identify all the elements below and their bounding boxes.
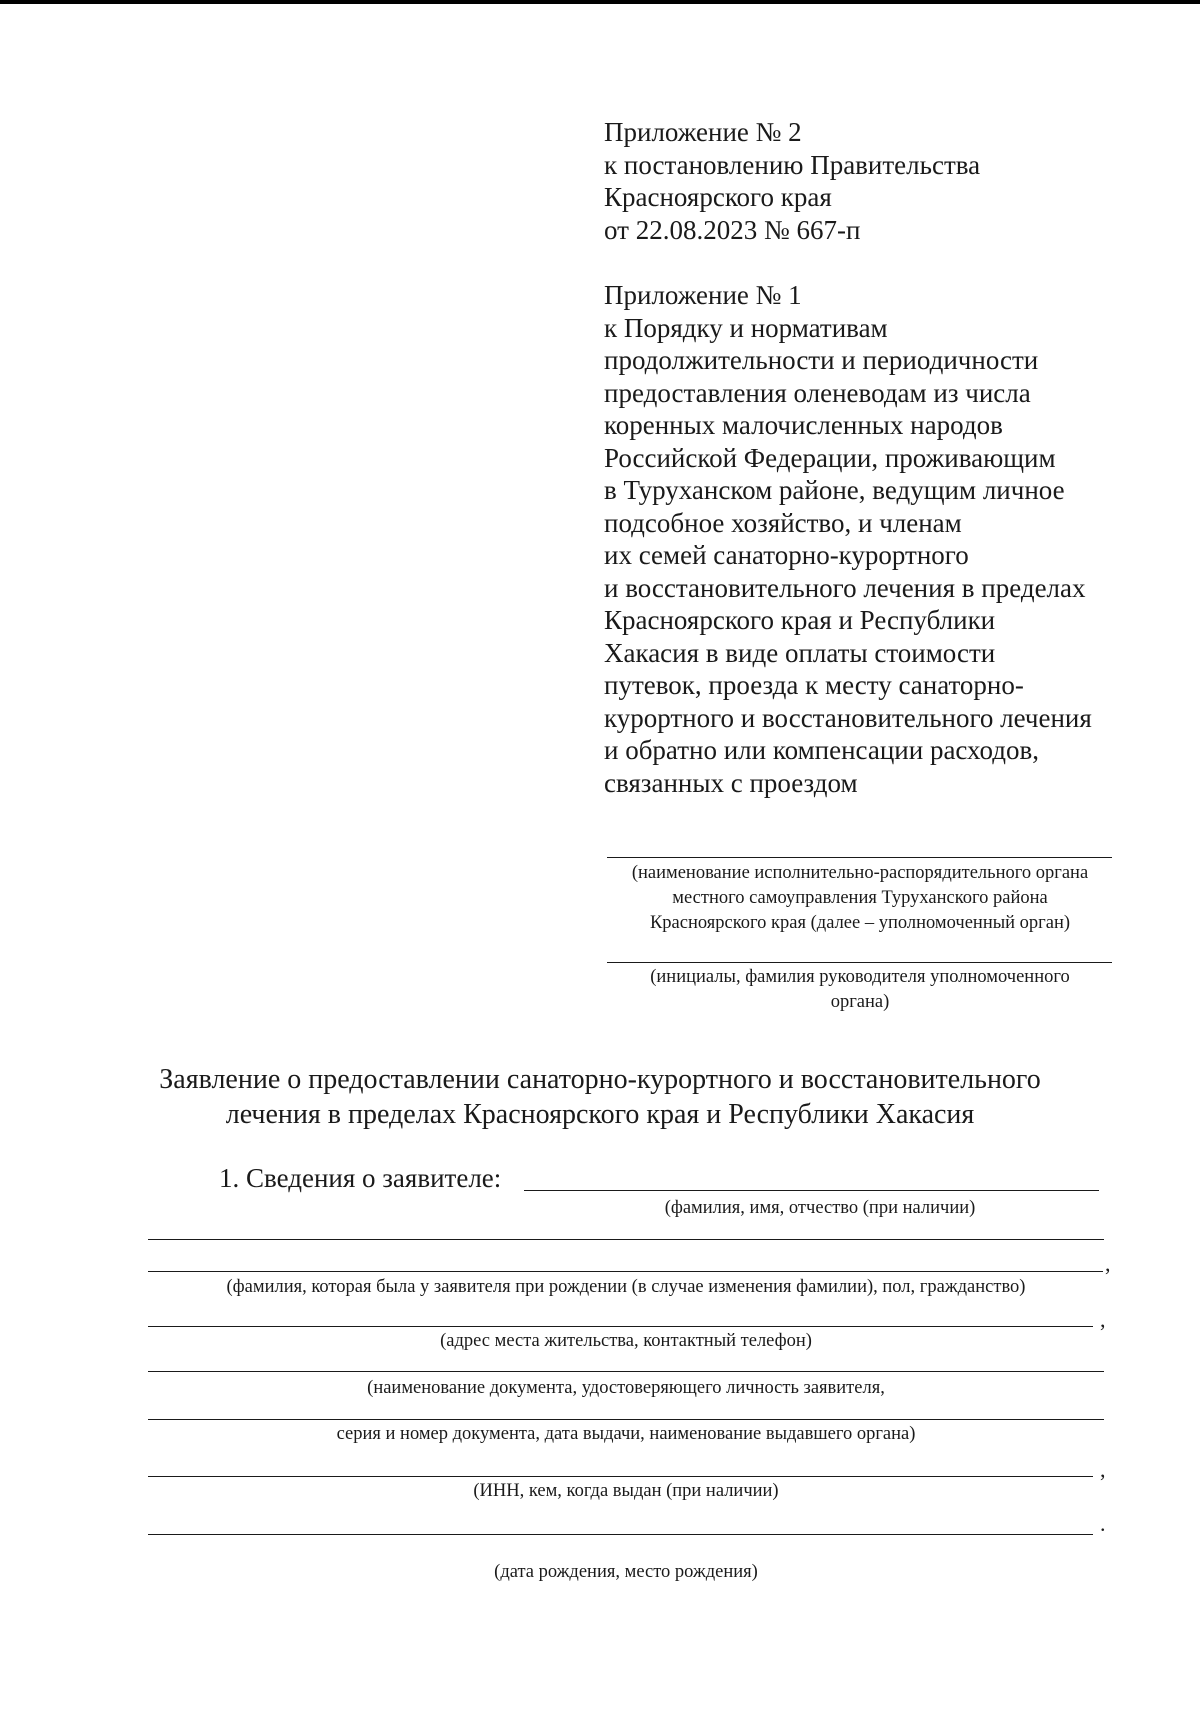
appendix-1-line: Хакасия в виде оплаты стоимости (604, 637, 996, 668)
appendix-1-block (604, 279, 1124, 799)
organ-head-field[interactable] (607, 962, 1112, 963)
appendix-1-line: продолжительности и периодичности (604, 345, 1039, 375)
appendix-1-line: путевок, проезда к месту санаторно- (604, 670, 1024, 700)
appendix-header (604, 116, 1124, 799)
identity-document-caption: (наименование документа, удостоверяющего личность заявителя, (367, 1378, 885, 1398)
appendix-1-line: и обратно или компенсации расходов, (604, 735, 1039, 765)
appendix-1-line: подсобное хозяйство, и членам (604, 507, 962, 538)
appendix-1-line: в Туруханском районе, ведущим личное (604, 475, 1065, 505)
organ-name-caption: (наименование исполнительно-распорядительного органа местного самоуправления Туруханского района Красноярского края (далее – уполномоченный орган) (631, 863, 1089, 933)
appendix-2-line: к постановлению Правительства (604, 149, 981, 180)
identity-document-field[interactable] (148, 1371, 1104, 1372)
section-1-label: 1. Сведения о заявителе: (219, 1163, 502, 1193)
appendix-1-line: курортного и восстановительного лечения (604, 702, 1092, 733)
comma-mark: , (1100, 1307, 1106, 1332)
appendix-2-block (604, 116, 1124, 246)
appendix-1-line: Приложение № 1 (604, 280, 802, 310)
applicant-line-2[interactable] (148, 1239, 1104, 1240)
appendix-1-line: к Порядку и нормативам (604, 312, 888, 343)
organ-name-field[interactable] (607, 857, 1112, 858)
appendix-1-line: коренных малочисленных народов (604, 410, 1003, 440)
organ-head-caption: (инициалы, фамилия руководителя уполномоченного органа) (650, 967, 1070, 1012)
scan-top-edge (0, 0, 1200, 4)
comma-mark: , (1105, 1251, 1111, 1276)
address-caption: (адрес места жительства, контактный телефон) (440, 1331, 812, 1351)
appendix-1-line: Красноярского края и Республики (604, 605, 996, 635)
appendix-2-line: Красноярского края (604, 182, 832, 212)
period-mark: . (1100, 1511, 1106, 1536)
appendix-1-line: их семей санаторно-курортного (604, 540, 969, 570)
appendix-1-line: предоставления оленеводам из числа (604, 377, 1031, 408)
birth-surname-caption: (фамилия, которая была у заявителя при рождении (в случае изменения фамилии), пол, гражданство) (226, 1277, 1026, 1297)
birth-surname-field[interactable] (148, 1271, 1103, 1272)
fio-caption: (фамилия, имя, отчество (при наличии) (664, 1198, 976, 1218)
fio-field[interactable] (524, 1190, 1099, 1191)
address-field[interactable] (148, 1326, 1093, 1327)
appendix-1-line: связанных с проездом (604, 767, 858, 798)
document-details-field[interactable] (148, 1419, 1104, 1420)
appendix-1-line: и восстановительного лечения в пределах (604, 572, 1086, 603)
comma-mark: , (1100, 1457, 1106, 1482)
inn-caption: (ИНН, кем, когда выдан (при наличии) (473, 1481, 779, 1501)
appendix-2-line: от 22.08.2023 № 667-п (604, 214, 861, 245)
birth-date-place-field[interactable] (148, 1534, 1093, 1535)
appendix-1-line: Российской Федерации, проживающим (604, 442, 1056, 473)
appendix-2-line: Приложение № 2 (604, 117, 802, 147)
document-details-caption: серия и номер документа, дата выдачи, наименование выдавшего органа) (336, 1424, 916, 1444)
birth-date-place-caption: (дата рождения, место рождения) (494, 1562, 758, 1582)
application-title: Заявление о предоставлении санаторно-курортного и восстановительного лечения в пределах Красноярского края и Республики Хакасия (159, 1064, 1041, 1130)
inn-field[interactable] (148, 1476, 1093, 1477)
